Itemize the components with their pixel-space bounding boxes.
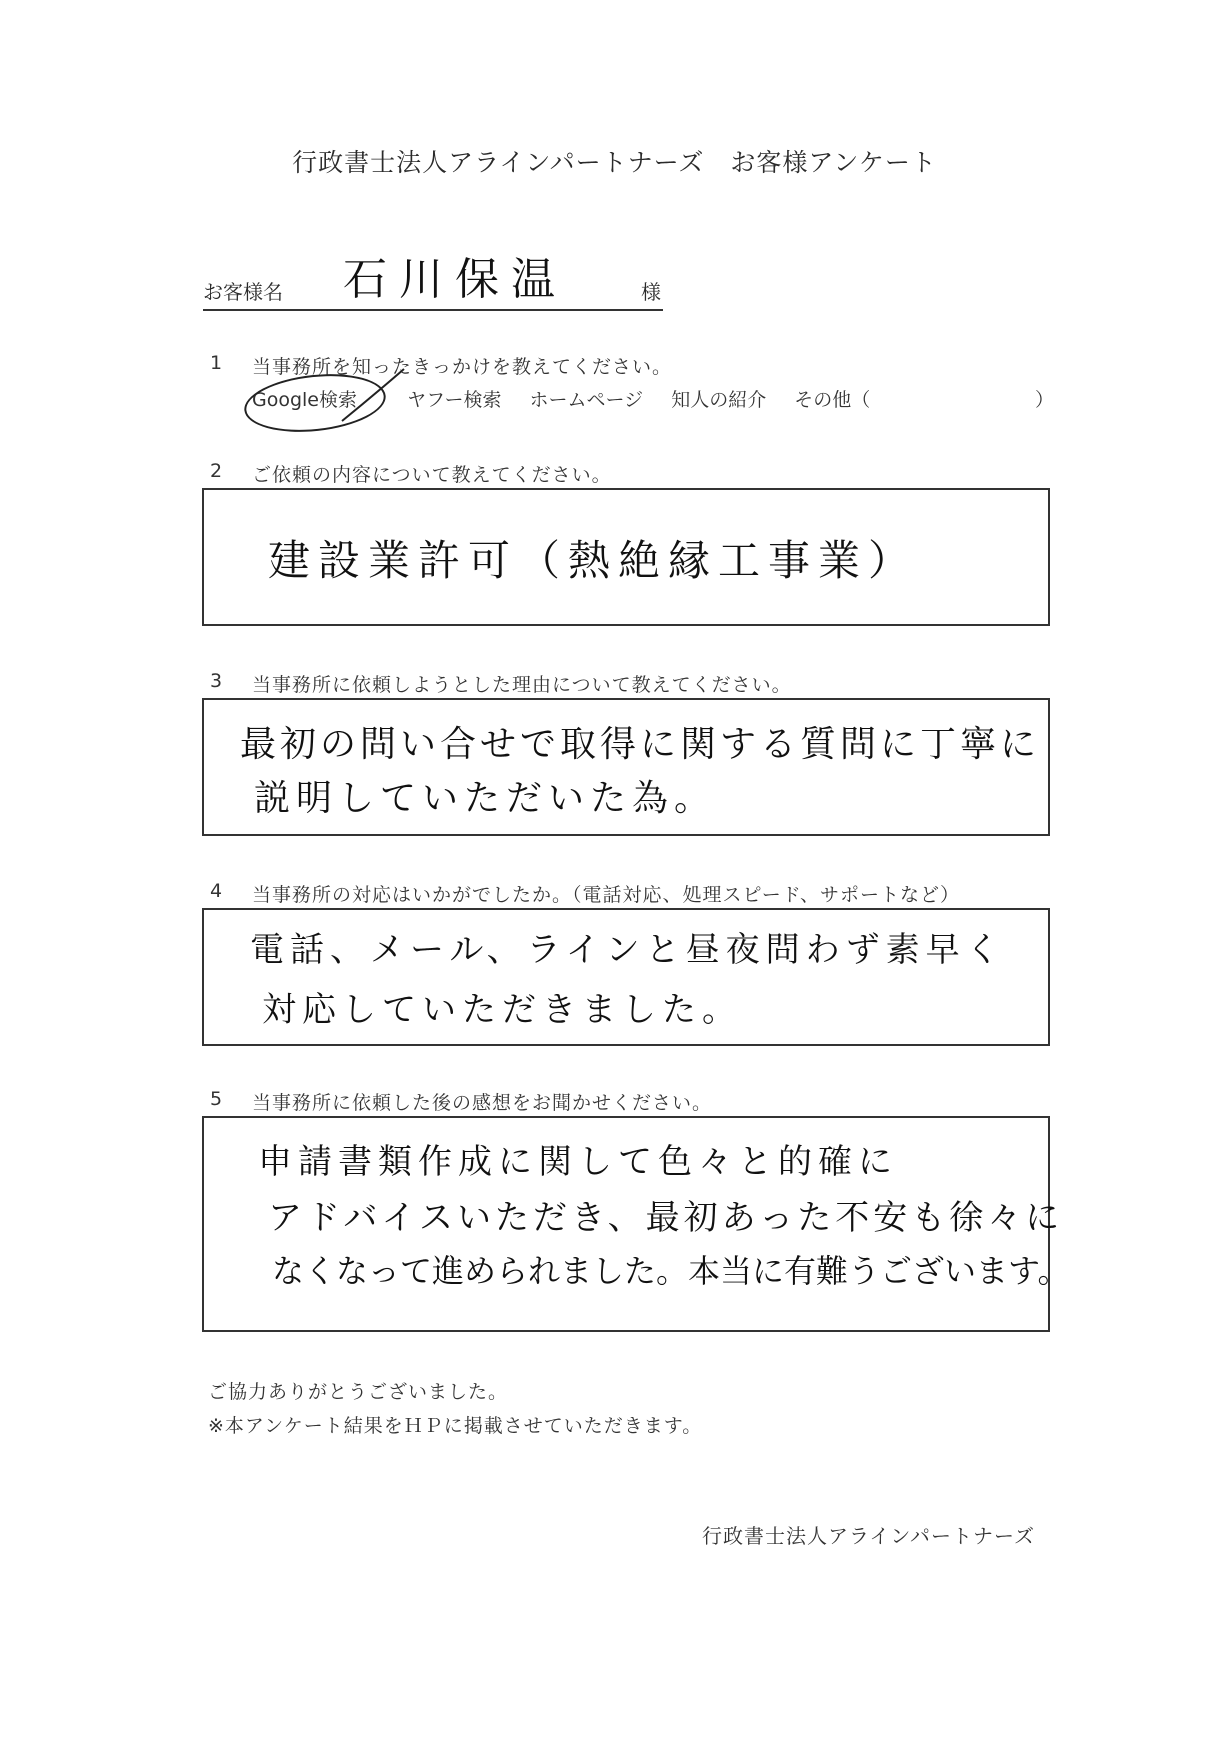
q1-number: 1	[210, 352, 223, 374]
customer-name-underline	[203, 309, 663, 311]
q3-number: 3	[210, 670, 223, 692]
q2-text: ご依頼の内容について教えてください。	[252, 464, 612, 486]
closing-note: ※本アンケート結果をＨＰに掲載させていただきます。	[208, 1415, 703, 1437]
hand-stroke-mark	[334, 365, 408, 425]
q3-answer-line-1: 最初の問い合せで取得に関する質問に丁寧に	[240, 724, 1041, 765]
q4-text: 当事務所の対応はいかがでしたか。（電話対応、処理スピード、サポートなど）	[252, 884, 961, 906]
footer-organization: 行政書士法人アラインパートナーズ	[702, 1524, 1035, 1548]
q1-option-other[interactable]: その他（	[794, 389, 871, 411]
q2-answer: 建設業許可（熱絶縁工事業）	[268, 536, 919, 585]
page-title: 行政書士法人アラインパートナーズ お客様アンケート	[292, 148, 937, 177]
q1-text: 当事務所を知ったきっかけを教えてください。	[252, 356, 673, 378]
q5-number: 5	[210, 1088, 223, 1110]
q4-answer-line-2: 対応していただきました。	[262, 990, 742, 1030]
q5-answer-line-2: アドバイスいただき、最初あった不安も徐々に	[268, 1198, 1064, 1238]
customer-name-row	[203, 255, 663, 311]
q1-option-referral[interactable]: 知人の紹介	[671, 389, 767, 411]
q5-text: 当事務所に依頼した後の感想をお聞かせください。	[252, 1092, 713, 1114]
customer-name-suffix: 様	[641, 280, 661, 304]
q1-option-yahoo[interactable]: ヤフー検索	[407, 389, 502, 411]
customer-name-label: お客様名	[203, 280, 283, 304]
q1-other-close-paren: ）	[1035, 389, 1055, 411]
q2-number: 2	[210, 460, 223, 482]
q1-option-google-label: Google検索	[252, 389, 358, 411]
q5-answer-line-3: なくなって進められました。本当に有難うございます。	[272, 1252, 1070, 1290]
q1-option-homepage[interactable]: ホームページ	[529, 389, 644, 411]
q4-answer-line-1: 電話、メール、ラインと昼夜問わず素早く	[250, 930, 1006, 970]
customer-name-value: 石川保温	[343, 254, 567, 305]
q3-text: 当事務所に依頼しようとした理由について教えてください。	[252, 674, 792, 696]
q3-answer-line-2: 説明していただいた為。	[254, 778, 717, 819]
q4-number: 4	[210, 880, 223, 902]
q5-answer-line-1: 申請書類作成に関して色々と的確に	[258, 1142, 898, 1182]
closing-thanks: ご協力ありがとうございました。	[208, 1381, 509, 1403]
